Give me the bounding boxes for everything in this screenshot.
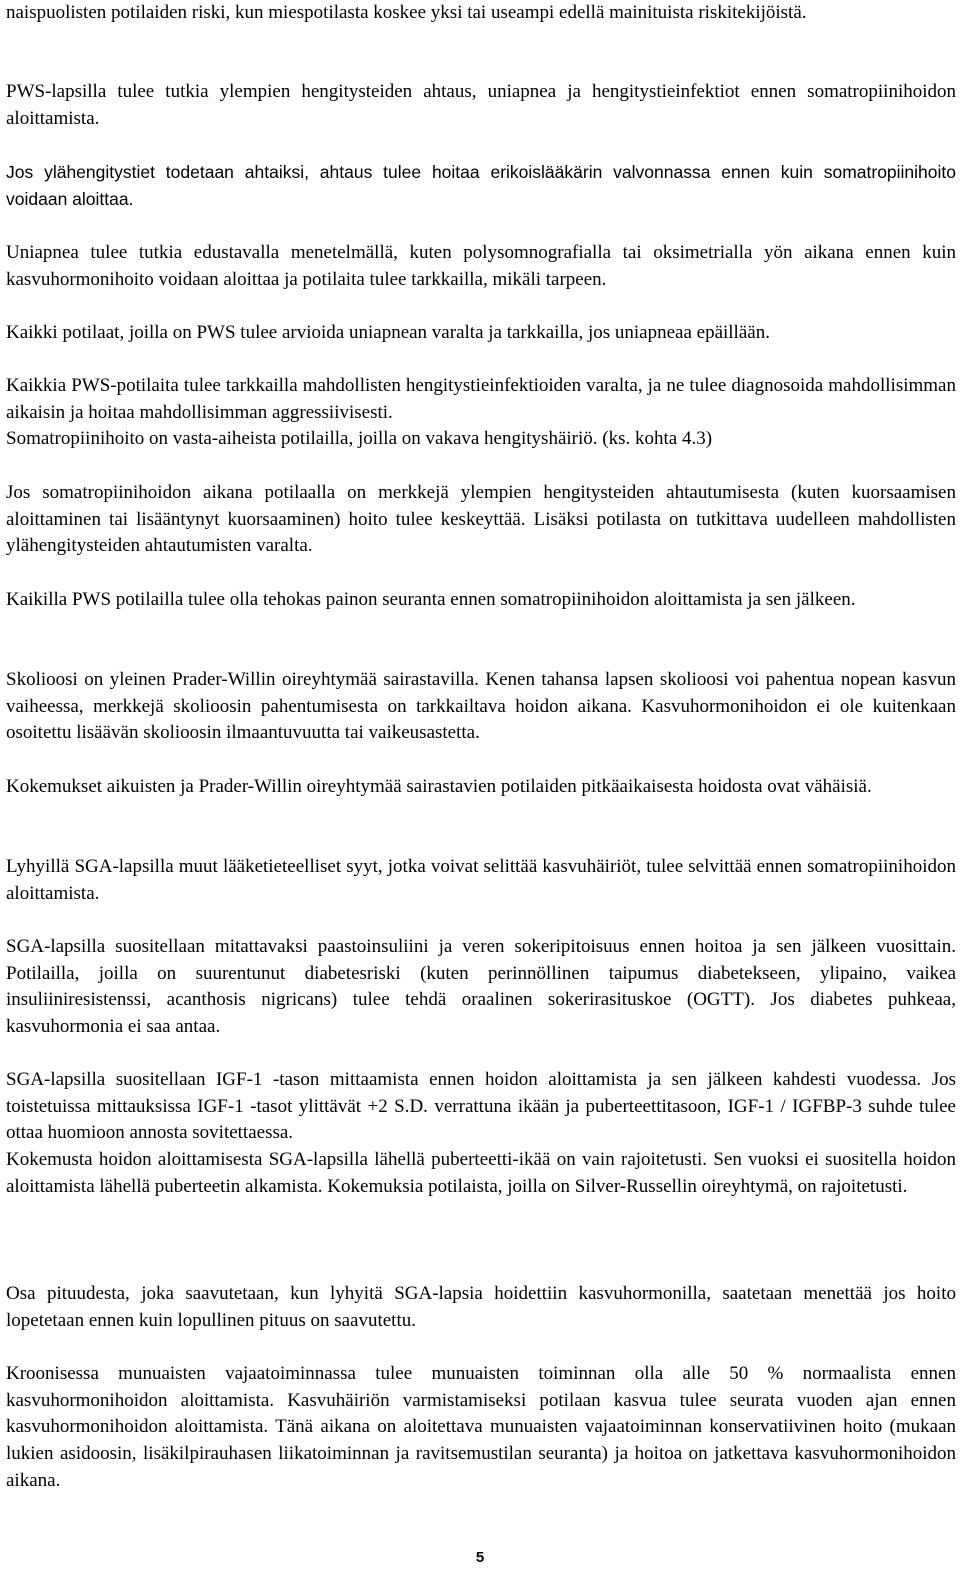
paragraph-contraindication: Somatropiinihoito on vasta-aiheista potilailla, joilla on vakava hengityshäiriö. (ks. kohta 4.3): [6, 428, 713, 449]
page-number: 5: [475, 1549, 485, 1566]
paragraph-sga-insulin-glucose: SGA-lapsilla suositellaan mitattavaksi paastoinsuliini ja veren sokeripitoisuus ennen hoitoa ja sen jälkeen vuosittain. Potilailla, joilla on suurentunut diabetesriski (kuten perinnöllinen taipumus diabetekseen, ylipaino, vaikea insuliiniresistenssi, acanthosis nigricans) tulee tehdä oraalinen sokerirasituskoe (OGTT). Jos diabetes puhkeaa, kasvuhormonia ei saa antaa.: [6, 936, 956, 1038]
paragraph-adult-pws-experience: Kokemukset aikuisten ja Prader-Willin oireyhtymää sairastavien potilaiden pitkäaikaisesta hoidosta ovat vähäisiä.: [6, 776, 872, 797]
paragraph-respiratory-infections: Kaikkia PWS-potilaita tulee tarkkailla mahdollisten hengitystieinfektioiden varalta, ja ne tulee diagnosoida mahdollisimman aikaisin ja hoitaa mahdollisimman aggressiivisesti.: [6, 375, 956, 423]
paragraph-pws-airway-check: PWS-lapsilla tulee tutkia ylempien hengitysteiden ahtaus, uniapnea ja hengitystieinfektiot ennen somatropiinihoidon aloittamista.: [6, 81, 956, 129]
paragraph-sga-igf1: SGA-lapsilla suositellaan IGF-1 -tason mittaamista ennen hoidon aloittamista ja sen jälkeen kahdesti vuodessa. Jos toistetuissa mittauksissa IGF-1 -tasot ylittävät +2 S.D. verrattuna ikään ja puberteettitasoon, IGF-1 / IGFBP-3 suhde tulee ottaa huomioon annosta sovitettaessa.: [6, 1069, 956, 1144]
paragraph-upper-airway-narrowing: Jos ylähengitystiet todetaan ahtaiksi, ahtaus tulee hoitaa erikoislääkärin valvonnassa ennen kuin somatropiinihoito voidaan aloittaa.: [6, 162, 956, 209]
paragraph-scoliosis: Skolioosi on yleinen Prader-Willin oireyhtymää sairastavilla. Kenen tahansa lapsen skolioosi voi pahentua nopean kasvun vaiheessa, merkkejä skolioosin pahentumisesta on tarkkailtava hoidon aikana. Kasvuhormonihoidon ei ole kuitenkaan osoitettu lisäävän skolioosin ilmaantuvuutta tai vaikeusastetta.: [6, 669, 956, 744]
paragraph-risk-continuation: naispuolisten potilaiden riski, kun miespotilasta koskee yksi tai useampi edellä mainituista riskitekijöistä.: [6, 2, 807, 23]
paragraph-sga-height-loss: Osa pituudesta, joka saavutetaan, kun lyhyitä SGA-lapsia hoidettiin kasvuhormonilla, saatetaan menettää jos hoito lopetetaan ennen kuin lopullinen pituus on saavutettu.: [6, 1283, 956, 1331]
paragraph-weight-control: Kaikilla PWS potilailla tulee olla tehokas painon seuranta ennen somatropiinihoidon aloittamista ja sen jälkeen.: [6, 589, 856, 610]
paragraph-renal-insufficiency: Kroonisessa munuaisten vajaatoiminnassa tulee munuaisten toiminnan olla alle 50 % normaalista ennen kasvuhormonihoidon aloittamista. Kasvuhäiriön varmistamiseksi potilaan kasvua tulee seurata vuoden ajan ennen kasvuhormonihoidon aloittamista. Tänä aikana on aloitettava munuaisten vajaatoiminnan konservatiivinen hoito (mukaan lukien asidoosin, lisäkilpirauhasen liikatoiminnan ja ravitsemustilan seuranta) ja hoitoa on jatkettava kasvuhormonihoidon aikana.: [6, 1363, 956, 1491]
paragraph-sga-puberty: Kokemusta hoidon aloittamisesta SGA-lapsilla lähellä puberteetti-ikää on vain rajoitetusti. Sen vuoksi ei suositella hoidon aloittamista lähellä puberteetin alkamista. Kokemuksia potilaista, joilla on Silver-Russellin oireyhtymä, on rajoitetusti.: [6, 1149, 956, 1197]
paragraph-sga-other-causes: Lyhyillä SGA-lapsilla muut lääketieteelliset syyt, jotka voivat selittää kasvuhäiriöt, tulee selvittää ennen somatropiinihoidon aloittamista.: [6, 856, 956, 904]
paragraph-airway-obstruction-signs: Jos somatropiinihoidon aikana potilaalla on merkkejä ylempien hengitysteiden ahtautumisesta (kuten kuorsaamisen aloittaminen tai lisääntynyt kuorsaaminen) hoito tulee keskeyttää. Lisäksi potilasta on tutkittava uudelleen mahdollisten ylähengitysteiden ahtautumisten varalta.: [6, 482, 956, 557]
paragraph-sleep-apnea: Uniapnea tulee tutkia edustavalla menetelmällä, kuten polysomnografialla tai oksimetrialla yön aikana ennen kuin kasvuhormonihoito voidaan aloittaa ja potilaita tulee tarkkailla, mikäli tarpeen.: [6, 242, 956, 290]
paragraph-pws-apnea-monitoring: Kaikki potilaat, joilla on PWS tulee arvioida uniapnean varalta ja tarkkailla, jos uniapneaa epäillään.: [6, 322, 770, 343]
